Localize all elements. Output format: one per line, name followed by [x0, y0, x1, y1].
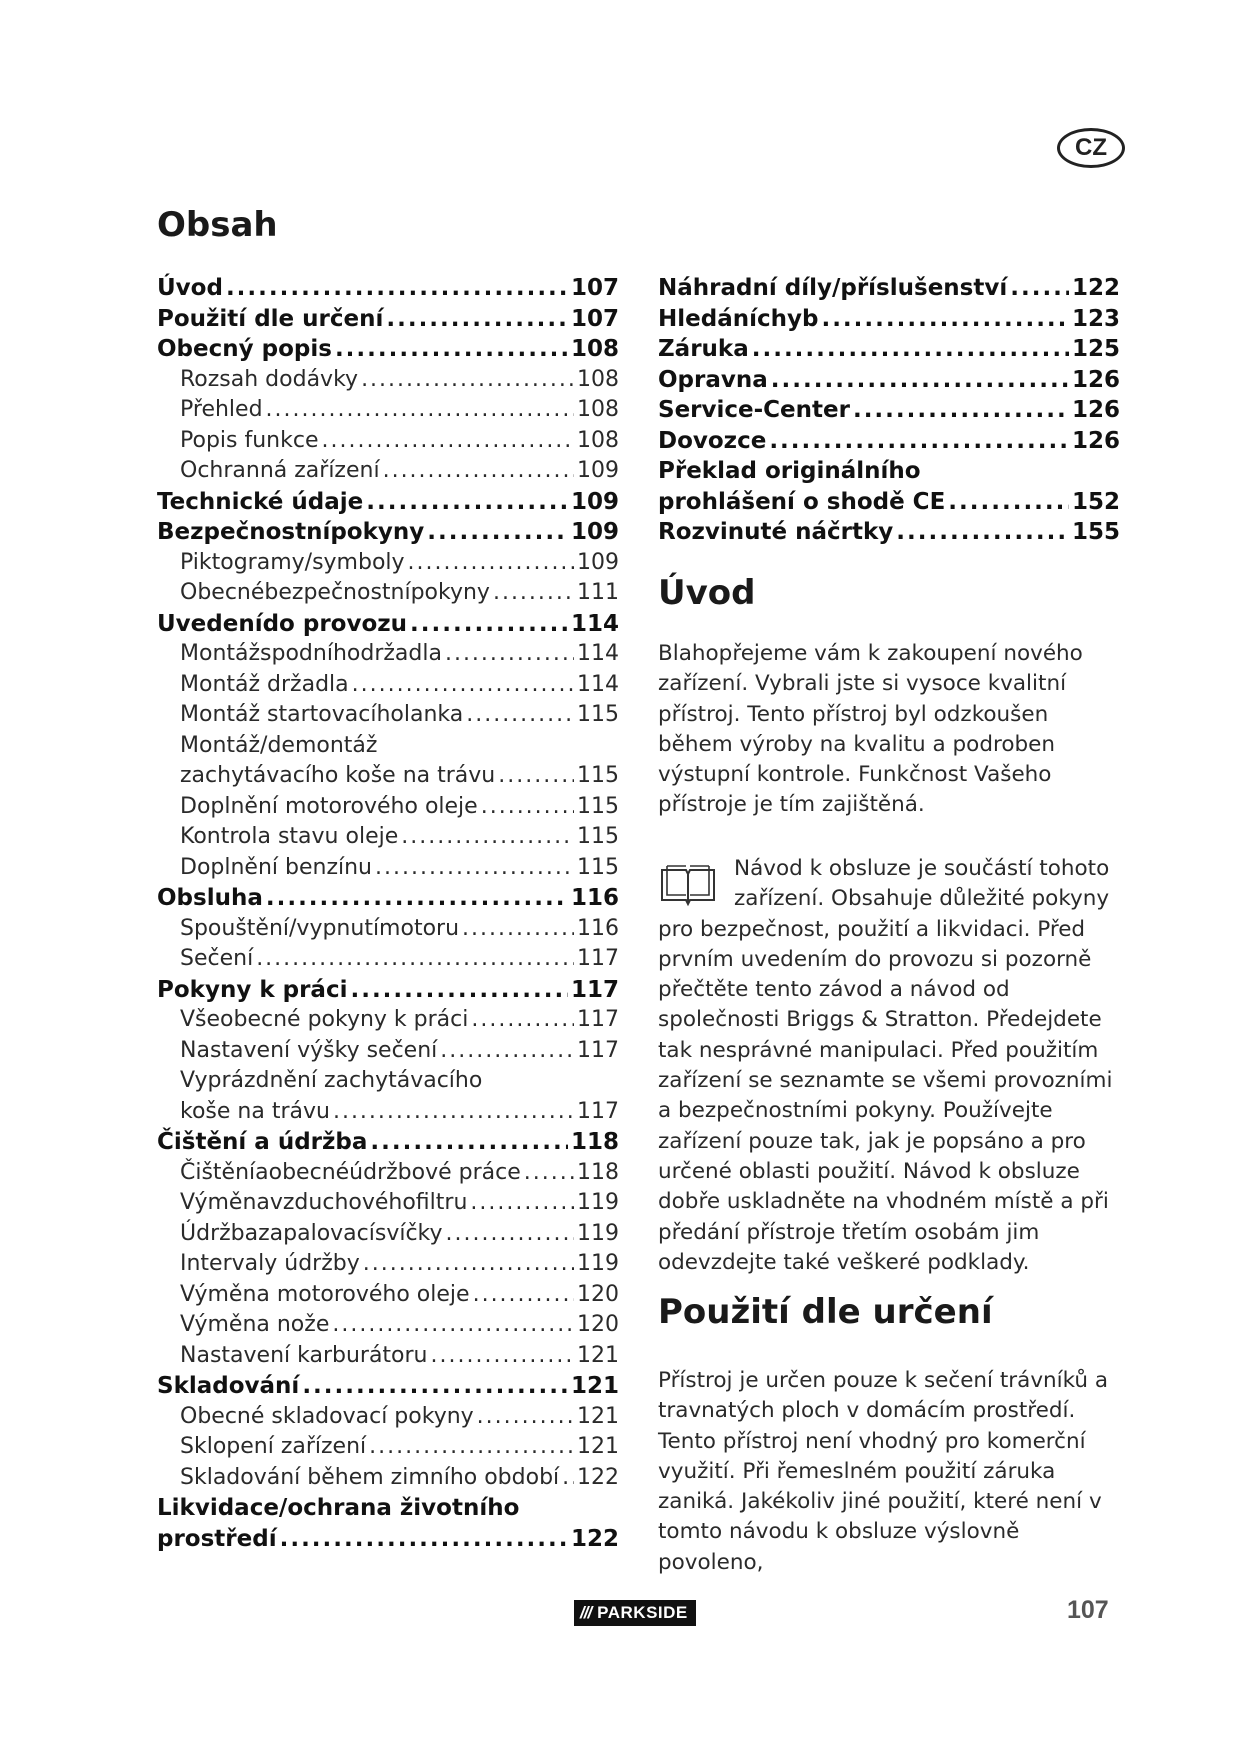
toc-entry	[157, 1432, 619, 1463]
toc-leader-dots	[446, 1219, 574, 1250]
toc-entry	[157, 1402, 619, 1433]
toc-entry	[157, 1127, 619, 1158]
toc-entry-page: 119	[577, 1190, 619, 1215]
toc-entry-label: Obsluha	[157, 885, 263, 911]
toc-entry	[157, 761, 619, 792]
country-badge: CZ	[1057, 128, 1125, 168]
toc-entry-label: prostředí	[157, 1525, 277, 1552]
toc-entry-label: prohlášení o shodě CE	[658, 488, 946, 515]
toc-entry-label: Obecnébezpečnostnípokyny	[180, 580, 490, 605]
toc-entry	[157, 548, 619, 579]
toc-entry	[157, 1493, 619, 1524]
toc-entry-label: Doplnění benzínu	[180, 854, 372, 880]
toc-leader-dots	[410, 609, 568, 640]
toc-entry	[157, 1219, 619, 1250]
toc-leader-dots	[471, 1005, 574, 1036]
toc-entry-label: Montáž držadla	[180, 671, 349, 697]
toc-entry-label: Náhradní díly/příslušenství	[658, 275, 1008, 301]
toc-leader-dots	[752, 334, 1069, 365]
toc-leader-dots	[473, 1280, 574, 1311]
toc-entry-label: Ochranná zařízení	[180, 458, 380, 483]
toc-entry-label: Sečení	[180, 946, 254, 971]
toc-leader-dots	[386, 304, 568, 335]
toc-entry-page: 117	[577, 1037, 619, 1063]
toc-leader-dots	[352, 670, 574, 701]
toc-leader-dots	[853, 395, 1069, 426]
toc-entry	[157, 914, 619, 945]
toc-entry	[157, 517, 619, 548]
toc-entry	[157, 700, 619, 731]
toc-entry-page: 115	[577, 763, 619, 788]
toc-entry-label: Uvedenído provozu	[157, 610, 408, 637]
toc-entry-label: Skladování během zimního období	[180, 1464, 560, 1490]
toc-leader-dots	[481, 792, 574, 823]
toc-entry-label: Montáž/demontáž	[180, 732, 378, 758]
intro-heading: Úvod	[658, 573, 756, 613]
toc-entry-page: 116	[570, 885, 619, 911]
toc-leader-dots	[369, 1432, 574, 1463]
toc-entry	[157, 975, 619, 1006]
toc-entry-label: Technické údaje	[157, 488, 364, 515]
toc-entry-label: Sklopení zařízení	[180, 1434, 367, 1459]
toc-entry-label: Překlad originálního	[658, 458, 921, 484]
toc-leader-dots	[350, 975, 568, 1006]
toc-entry	[658, 426, 1120, 457]
toc-entry	[157, 639, 619, 670]
toc-leader-dots	[477, 1402, 574, 1433]
toc-entry	[157, 1524, 619, 1555]
toc-entry-page: 126	[1071, 397, 1120, 423]
toc-entry	[157, 1188, 619, 1219]
logo-slashes: ///	[576, 1602, 595, 1624]
toc-entry	[157, 822, 619, 853]
toc-leader-dots	[361, 365, 574, 396]
toc-entry	[157, 578, 619, 609]
toc-entry-page: 115	[577, 793, 619, 819]
toc-entry-label: Kontrola stavu oleje	[180, 824, 399, 849]
toc-entry-page: 114	[570, 610, 619, 637]
toc-entry	[157, 395, 619, 426]
open-book-icon	[658, 864, 718, 908]
toc-entry	[157, 1066, 619, 1097]
toc-entry-page: 115	[577, 702, 619, 727]
toc-entry-page: 116	[577, 915, 619, 941]
toc-entry-label: Spouštění/vypnutímotoru	[180, 915, 460, 941]
toc-entry-label: Údržbazapalovacísvíčky	[180, 1220, 443, 1246]
toc-entry	[157, 334, 619, 365]
toc-entry-label: Pokyny k práci	[157, 976, 348, 1003]
toc-entry-label: Montážspodníhodržadla	[180, 641, 442, 666]
toc-entry-label: Nastavení karburátoru	[180, 1342, 428, 1368]
intended-use-heading: Použití dle určení	[658, 1292, 993, 1332]
toc-entry-page: 119	[577, 1220, 619, 1246]
toc-leader-dots	[366, 487, 568, 518]
toc-leader-dots	[370, 1127, 568, 1158]
toc-entry-label: Service-Center	[658, 397, 850, 423]
contents-title: Obsah	[157, 205, 278, 245]
toc-leader-dots	[226, 273, 568, 304]
toc-entry	[157, 487, 619, 518]
toc-entry-page: 122	[1071, 275, 1120, 301]
toc-entry-page: 117	[577, 1007, 619, 1032]
toc-leader-dots	[401, 822, 574, 853]
toc-entry-page: 120	[577, 1312, 619, 1337]
toc-leader-dots	[375, 853, 574, 884]
toc-entry	[157, 1005, 619, 1036]
toc-entry	[658, 487, 1120, 518]
toc-leader-dots	[266, 883, 568, 914]
toc-entry-page: 109	[570, 519, 619, 545]
toc-entry	[157, 731, 619, 762]
toc-entry	[157, 1158, 619, 1189]
toc-entry-page: 122	[570, 1525, 619, 1552]
toc-leader-dots	[466, 700, 574, 731]
toc-entry-page: 122	[577, 1464, 619, 1490]
toc-entry	[658, 273, 1120, 304]
toc-entry-page: 117	[577, 1098, 619, 1124]
toc-entry	[658, 304, 1120, 335]
toc-entry	[658, 395, 1120, 426]
toc-leader-dots	[321, 426, 574, 457]
toc-entry-label: Záruka	[658, 336, 749, 362]
toc-entry-page: 115	[577, 854, 619, 880]
toc-entry	[658, 517, 1120, 548]
toc-leader-dots	[383, 456, 574, 487]
toc-entry-label: Skladování	[157, 1373, 300, 1399]
toc-leader-dots	[498, 761, 574, 792]
toc-entry	[157, 304, 619, 335]
manual-note	[658, 854, 1128, 1278]
toc-entry-label: Dovozce	[658, 427, 767, 454]
toc-leader-dots	[332, 1310, 574, 1341]
toc-entry-page: 108	[577, 427, 619, 453]
toc-leader-dots	[821, 304, 1069, 335]
toc-entry-page: 152	[1071, 488, 1120, 515]
toc-entry	[157, 426, 619, 457]
toc-entry	[157, 883, 619, 914]
toc-entry-label: Montáž startovacíholanka	[180, 702, 464, 727]
toc-leader-dots	[896, 517, 1069, 548]
toc-entry	[658, 365, 1120, 396]
toc-entry-page: 123	[1071, 305, 1120, 332]
toc-leader-dots	[280, 1524, 568, 1555]
toc-entry-label: Přehled	[180, 397, 263, 422]
toc-entry	[658, 334, 1120, 365]
page-number: 107	[1067, 1596, 1109, 1624]
toc-leader-dots	[363, 1249, 574, 1280]
toc-entry-page: 108	[577, 397, 619, 422]
toc-entry-label: zachytávacího koše na trávu	[180, 763, 496, 788]
toc-entry-label: Čištěníaobecnéúdržbové práce	[180, 1159, 521, 1185]
toc-entry-label: koše na trávu	[180, 1098, 330, 1124]
toc-entry-label: Vyprázdnění zachytávacího	[180, 1068, 483, 1093]
toc-entry	[157, 273, 619, 304]
toc-entry	[157, 853, 619, 884]
toc-entry-label: Bezpečnostnípokyny	[157, 519, 425, 545]
toc-entry-label: Doplnění motorového oleje	[180, 793, 478, 819]
toc-entry-page: 108	[577, 366, 619, 392]
toc-entry-label: Nastavení výšky sečení	[180, 1037, 438, 1063]
note-rest: pro bezpečnost, použití a likvidaci. Před prvním uvedením do provozu si pozorně přečtěte tento závod a návod od společnosti Briggs & Stratton. Předejdete tak nesprávné manipulaci. Před použitím zařízení se seznamte se všemi provozními a bezpečnostními pokyny. Používejte zařízení pouze tak, jak je popsáno a pro určené oblasti použití. Návod k obsluze dobře uskladněte na vhodném místě a při předání přístroje třetím osobám jim odevzdejte také veškeré podklady.	[658, 916, 1113, 1275]
toc-entry-page: 121	[570, 1373, 619, 1399]
toc-entry-page: 126	[1071, 366, 1120, 393]
toc-entry	[157, 670, 619, 701]
toc-leader-dots	[335, 334, 568, 365]
toc-entry-label: Popis funkce	[180, 427, 319, 453]
toc-entry-page: 114	[577, 671, 619, 697]
toc-entry-label: Úvod	[157, 275, 223, 301]
toc-entry-label: Použití dle určení	[157, 305, 384, 332]
toc-leader-dots	[524, 1158, 574, 1189]
toc-leader-dots	[462, 914, 574, 945]
toc-entry-page: 109	[570, 488, 619, 515]
toc-entry-page: 107	[570, 275, 619, 301]
toc-leader-dots	[445, 639, 574, 670]
toc-entry-page: 125	[1071, 336, 1120, 362]
toc-leader-dots	[302, 1371, 568, 1402]
toc-leader-dots	[256, 944, 574, 975]
toc-leader-dots	[1010, 273, 1069, 304]
toc-entry-page: 117	[577, 946, 619, 971]
toc-entry	[157, 792, 619, 823]
toc-entry-page: 118	[577, 1159, 619, 1185]
toc-leader-dots	[431, 1341, 575, 1372]
toc-entry-label: Rozvinuté náčrtky	[658, 519, 894, 545]
toc-entry	[157, 944, 619, 975]
toc-entry	[157, 456, 619, 487]
toc-leader-dots	[470, 1188, 574, 1219]
toc-entry-label: Všeobecné pokyny k práci	[180, 1007, 469, 1032]
toc-entry-page: 118	[570, 1129, 619, 1155]
note-first-lines: Návod k obsluze je součástí tohoto zařízení. Obsahuje důležité pokyny	[734, 856, 1110, 912]
toc-entry-label: Opravna	[658, 366, 768, 393]
toc-leader-dots	[266, 395, 574, 426]
toc-entry-page: 120	[577, 1281, 619, 1307]
toc-leader-dots	[562, 1463, 574, 1494]
intro-paragraph: Blahopřejeme vám k zakoupení nového zařízení. Vybrali jste si vysoce kvalitní přístroj. Tento přístroj byl odzkoušen během výroby na kvalitu a podroben výstupní kontrole. Funkčnost Vašeho přístroje je tím zajištěná.	[658, 641, 1083, 818]
toc-entry-label: Piktogramy/symboly	[180, 549, 405, 575]
toc-entry-page: 107	[570, 305, 619, 332]
toc-entry-label: Likvidace/ochrana životního	[157, 1495, 520, 1521]
toc-entry	[157, 1249, 619, 1280]
toc-entry-page: 108	[570, 336, 619, 362]
toc-entry	[157, 1097, 619, 1128]
toc-entry-page: 117	[570, 976, 619, 1003]
toc-leader-dots	[427, 517, 568, 548]
toc-entry	[157, 1463, 619, 1494]
toc-entry-label: Výměnavzduchovéhofiltru	[180, 1190, 468, 1215]
intended-use-paragraph: Přístroj je určen pouze k sečení trávníků a travnatých ploch v domácím prostředí. Tento přístroj není vhodný pro komerční využití. Při řemeslném použití záruka zaniká. Jakékoliv jiné použití, které není v tomto návodu k obsluze výslovně povoleno,	[658, 1368, 1109, 1575]
toc-entry-page: 121	[577, 1342, 619, 1368]
toc-entry	[658, 456, 1120, 487]
toc-entry-label: Výměna motorového oleje	[180, 1281, 470, 1307]
toc-leader-dots	[771, 365, 1069, 396]
toc-leader-dots	[769, 426, 1069, 457]
toc-entry-page: 109	[577, 458, 619, 483]
toc-leader-dots	[333, 1097, 574, 1128]
toc-entry-page: 114	[577, 641, 619, 666]
toc-entry-label: Obecné skladovací pokyny	[180, 1403, 474, 1429]
toc-entry	[157, 609, 619, 640]
toc-entry-page: 121	[577, 1403, 619, 1429]
toc-entry-page: 155	[1071, 519, 1120, 545]
toc-entry-label: Hledáníchyb	[658, 305, 819, 332]
toc-leader-dots	[440, 1036, 574, 1067]
toc-entry-label: Intervaly údržby	[180, 1251, 360, 1276]
toc-leader-dots	[493, 578, 574, 609]
toc-entry-label: Obecný popis	[157, 336, 332, 362]
toc-entry-page: 109	[577, 549, 619, 575]
toc-leader-dots	[948, 487, 1069, 518]
toc-right-column	[658, 273, 1120, 548]
toc-entry	[157, 1341, 619, 1372]
toc-entry	[157, 1310, 619, 1341]
toc-entry-label: Rozsah dodávky	[180, 366, 359, 392]
toc-leader-dots	[408, 548, 574, 579]
toc-entry-label: Výměna nože	[180, 1312, 330, 1337]
logo-text: PARKSIDE	[595, 1602, 694, 1624]
toc-entry	[157, 1036, 619, 1067]
toc-left-column	[157, 273, 619, 1554]
toc-entry-label: Čištění a údržba	[157, 1129, 368, 1155]
toc-entry-page: 115	[577, 824, 619, 849]
toc-entry	[157, 365, 619, 396]
toc-entry-page: 111	[577, 580, 619, 605]
toc-entry-page: 121	[577, 1434, 619, 1459]
parkside-logo	[574, 1600, 696, 1626]
toc-entry	[157, 1371, 619, 1402]
toc-entry-page: 119	[577, 1251, 619, 1276]
toc-entry	[157, 1280, 619, 1311]
toc-entry-page: 126	[1071, 427, 1120, 454]
